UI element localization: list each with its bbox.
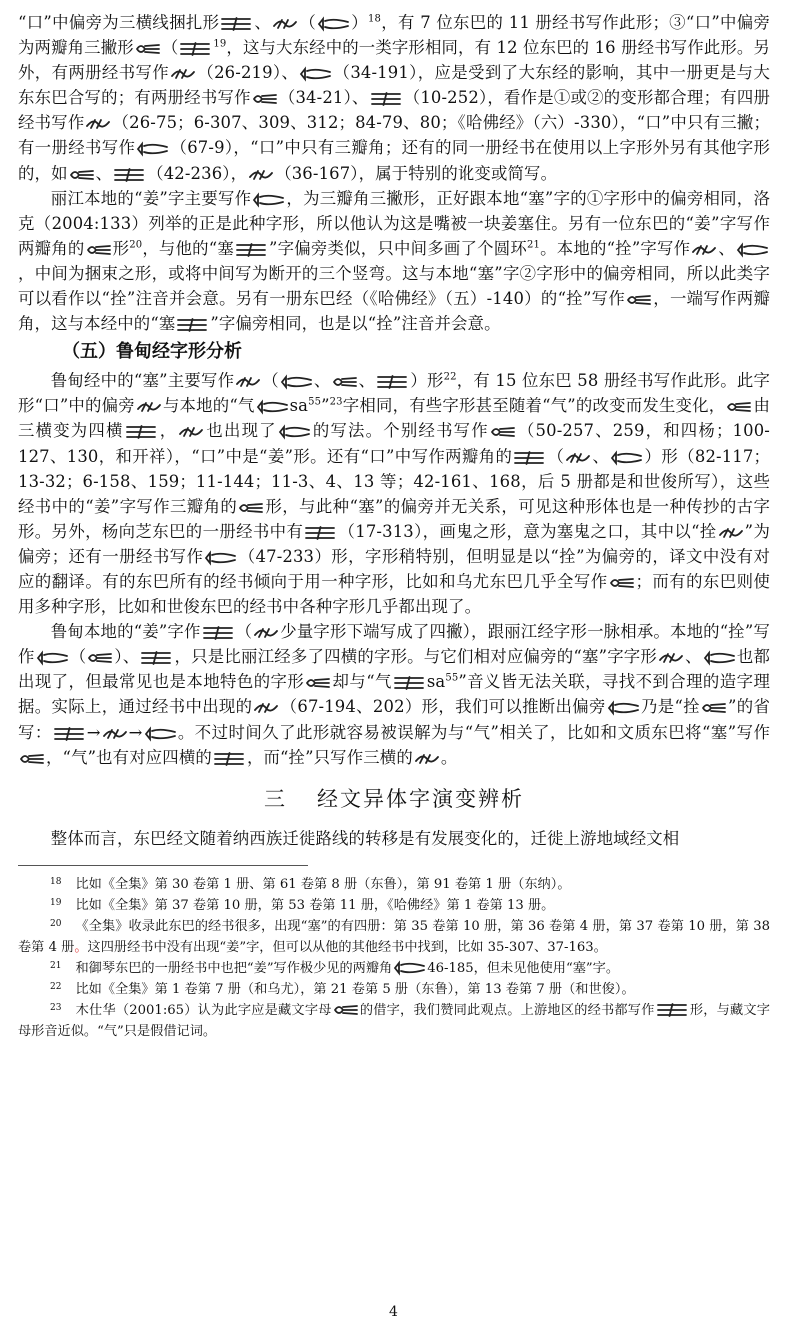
text-run: ”字偏旁相同，也是以“拴”注音并会意。 (210, 314, 501, 334)
text-run: （ (547, 446, 565, 466)
dongba-glyph-icon (87, 650, 113, 666)
text-run: 、 (95, 163, 113, 183)
text-run: → (86, 722, 101, 742)
dongba-glyph-icon (610, 450, 643, 466)
text-run: （ (262, 371, 279, 391)
paragraph-1 (18, 10, 770, 186)
dongba-glyph-icon (253, 700, 279, 716)
text-run: 形 (112, 238, 130, 258)
text-run: （ (69, 647, 87, 667)
text-run: ，而“拴”只写作三横的 (246, 747, 413, 767)
text-run: 整体而言，东巴经文随着纳西族迁徙路线的转移是有发展变化的，迁徙上游地域经文相 (50, 828, 680, 848)
dongba-glyph-icon (393, 960, 426, 976)
text-run: 鲁甸经中的“塞”主要写作 (50, 371, 235, 391)
dongba-glyph-icon (370, 91, 403, 107)
dongba-glyph-icon (202, 625, 235, 641)
superscript: 20 (129, 239, 143, 251)
text-run: 、 (718, 238, 735, 258)
text-run: ，为三瓣角三撇形，正好跟本地“塞”字的①字形中的偏旁相同，洛克（2004:133）列举的正是此种字形，所以他认为这是嘴被一块姜塞住。另有一位东巴的“姜”字写作两瓣角的 (18, 188, 770, 258)
text-run: （34-21）、 (278, 88, 369, 108)
superscript: 19 (213, 38, 227, 50)
text-run: ，“气”也有对应四横的 (46, 747, 212, 767)
dongba-glyph-icon (376, 374, 409, 390)
dongba-glyph-icon (305, 675, 331, 691)
text-run: （ (235, 622, 253, 642)
dongba-glyph-icon (136, 399, 162, 415)
superscript: 55 (308, 396, 322, 408)
dongba-glyph-icon (170, 66, 196, 82)
text-run: 。本地的“拴”字写作 (540, 238, 691, 258)
dongba-glyph-icon (658, 650, 684, 666)
text-run: 少量字形下端写成了四撇），跟丽江经字形一脉相承。本地的“拴”写作 (18, 622, 770, 667)
superscript: 55 (445, 672, 459, 684)
footnote-20 (18, 916, 770, 958)
dongba-glyph-icon (113, 167, 146, 183)
dongba-glyph-icon (718, 525, 744, 541)
text-run: 也都出现了，但最常见也是本地特色的字形 (18, 647, 770, 692)
dongba-glyph-icon (393, 675, 426, 691)
text-run: ， (158, 421, 178, 441)
text-run: 与本地的“气 (162, 396, 255, 416)
paragraph-5 (18, 826, 770, 851)
dongba-glyph-icon (272, 16, 298, 32)
footnote-number: 23 (50, 1002, 62, 1013)
text-run: → (128, 722, 143, 742)
chapter-heading (18, 784, 770, 814)
text-run: 、 (358, 371, 376, 391)
dongba-glyph-icon (565, 450, 591, 466)
text-run: 比如《全集》第 37 卷第 10 册，第 53 卷第 11 册，《哈佛经》第 1 卷第 13 册。 (75, 897, 555, 913)
dongba-glyph-icon (235, 242, 268, 258)
dongba-glyph-icon (136, 141, 169, 157)
dongba-glyph-icon (299, 66, 332, 82)
text-run: 却与“气 (332, 672, 392, 692)
footnote-23 (18, 1000, 770, 1042)
dongba-glyph-icon (513, 450, 546, 466)
text-run: 鲁甸本地的“姜”字作 (50, 622, 201, 642)
footnote-number: 18 (50, 876, 62, 887)
text-run: ，一端写作两瓣角，这与本经中的“塞 (18, 289, 770, 334)
dongba-glyph-icon (656, 1002, 689, 1018)
text-run: 的写法。个别经书写作 (311, 421, 489, 441)
page-body (18, 10, 770, 1042)
dongba-glyph-icon (304, 525, 337, 541)
dongba-glyph-icon (626, 292, 652, 308)
dongba-glyph-icon (238, 500, 264, 516)
dongba-glyph-icon (333, 1002, 359, 1018)
text-run: ） (351, 13, 369, 32)
dongba-glyph-icon (726, 399, 752, 415)
text-run: 丽江本地的“姜”字主要写作 (50, 188, 252, 208)
text-run: ，这与大东经中的一类字形相同，有 12 位东巴的 16 册经书写作此形。另外，有两册经书写作 (18, 38, 770, 83)
text-run: ；而有的东巴则使用多种字形，比如和世俊东巴的经书中各种字形几乎都出现了。 (18, 571, 770, 617)
dongba-glyph-icon (19, 751, 45, 767)
dongba-glyph-icon (332, 374, 358, 390)
superscript: 23 (329, 396, 343, 408)
dongba-glyph-icon (252, 192, 285, 208)
dongba-glyph-icon (317, 16, 350, 32)
text-run: ）、 (114, 647, 140, 667)
text-run: sa (426, 672, 446, 692)
text-run: （26-219）、 (197, 63, 299, 83)
dongba-glyph-icon (102, 726, 128, 742)
chapter-title: 经文异体字演变辨析 (317, 786, 524, 811)
superscript: 22 (443, 371, 457, 383)
dongba-glyph-icon (736, 242, 769, 258)
dongba-glyph-icon (701, 700, 727, 716)
text-run: （ (161, 38, 179, 58)
highlight-mark: 。 (74, 939, 88, 955)
text-run: 、 (254, 13, 272, 32)
superscript: 21 (526, 239, 541, 251)
text-run: ，与他的“塞 (142, 238, 235, 258)
dongba-glyph-icon (607, 700, 640, 716)
text-run: （34-191），应是受到了大东经的影响，其中一册更是与大东东巴合写的；有两册经书写作 (18, 63, 770, 108)
chapter-number: 三 (264, 786, 287, 811)
text-run: 乃是“拴 (640, 697, 700, 717)
dongba-glyph-icon (248, 167, 274, 183)
footnote-number: 22 (50, 981, 62, 992)
section-heading: （五）鲁甸经字形分析 (62, 341, 242, 363)
dongba-glyph-icon (204, 550, 237, 566)
dongba-glyph-icon (280, 374, 313, 390)
text-run: ）形（82-117；13-32；6-158、159；11-144；11-3、4、13 等；42-161、168，后 5 册都是和世俊所写），这些经书中的“姜”字写作三瓣角的 (18, 446, 771, 516)
text-run: （10-252），看作是①或②的变形都合理；有四册经书写作 (18, 88, 770, 133)
footnote-divider (18, 865, 308, 866)
text-run: 比如《全集》第 30 卷第 1 册、第 61 卷第 8 册（东鲁），第 91 卷第 1 册（东纳）。 (75, 876, 571, 892)
paragraph-2 (18, 186, 770, 337)
text-run: ，只是比丽江经多了四横的字形。与它们相对应偏旁的“塞”字字形 (174, 647, 658, 667)
text-run: 木仕华（2001:65）认为此字应是藏文字母 (75, 1002, 332, 1018)
text-run: 。 (440, 747, 458, 767)
paragraph-4 (18, 619, 770, 770)
dongba-glyph-icon (609, 575, 635, 591)
text-run: 46-185，但未见他使用“塞”字。 (427, 960, 620, 976)
footnote-number: 19 (50, 897, 62, 908)
text-run: 。不过时间久了此形就容易被误解为与“气”相关了，比如和文质东巴将“塞”写作 (177, 722, 770, 742)
dongba-glyph-icon (69, 167, 95, 183)
text-run: ”的省写： (18, 697, 770, 742)
text-run: （17-313），画鬼之形，意为塞鬼之口，其中以“拴 (338, 521, 717, 541)
superscript: 18 (368, 13, 382, 25)
dongba-glyph-icon (85, 116, 111, 132)
text-run: ，有 7 位东巴的 11 册经书写作此形；③“口”中偏旁为两瓣角三撇形 (18, 13, 770, 58)
text-run: sa (289, 396, 309, 416)
dongba-glyph-icon (140, 650, 173, 666)
paragraph-3 (18, 368, 770, 619)
text-run: 比如《全集》第 1 卷第 7 册（和乌尤），第 21 卷第 5 册（东鲁），第 13 卷第 7 册（和世俊）。 (75, 981, 635, 997)
dongba-glyph-icon (253, 625, 279, 641)
text-run: ”音义皆无法关联，寻找不到合理的造字理据。实际上，通过经书中出现的 (18, 672, 770, 717)
footnote-21 (18, 958, 770, 979)
footnote-number: 21 (50, 960, 62, 971)
dongba-glyph-icon (256, 399, 289, 415)
dongba-glyph-icon (691, 242, 717, 258)
text-run: 《全集》收录此东巴的经书很多，出现“塞”的有四册：第 35 卷第 10 册，第 36 卷第 4 册，第 37 卷第 10 册，第 38 卷第 4 册 (18, 918, 770, 955)
dongba-glyph-icon (703, 650, 736, 666)
dongba-glyph-icon (278, 424, 311, 440)
dongba-glyph-icon (125, 424, 158, 440)
text-run: 也出现了 (205, 421, 277, 441)
text-run: （26-75；6-307、309、312；84-79、80；《哈佛经》（六）-330），“口”中只有三撇；有一册经书写作 (18, 113, 771, 158)
page-number: 4 (389, 1304, 398, 1320)
text-run: 的借字，我们赞同此观点。上游地区的经书都写作 (359, 1002, 655, 1018)
text-run: 形，与藏文字母形音近似。“气”只是假借记词。 (18, 1002, 770, 1039)
text-run: 和御琴东巴的一册经书中也把“姜”写作极少见的两瓣角 (75, 960, 393, 976)
text-run: 形，与此种“塞”的偏旁并无关系，可见这种形体也是一种传抄的古字形。另外，杨向芝东巴的一册经书中有 (18, 496, 770, 541)
dongba-glyph-icon (414, 751, 440, 767)
footnote-19 (18, 895, 770, 916)
dongba-glyph-icon (36, 650, 69, 666)
footnotes (18, 874, 770, 1042)
text-run: “口”中偏旁为三横线捆扎形 (18, 13, 220, 32)
text-run: （47-233）形，字形稍特别，但明显是以“拴”为偏旁的，译文中没有对应的翻译。有的东巴所有的经书倾向于用一种字形，比如和乌尤东巴几乎全写作 (18, 546, 770, 591)
dongba-glyph-icon (179, 41, 212, 57)
dongba-glyph-icon (144, 726, 177, 742)
text-run: （42-236）， (147, 163, 248, 183)
footnote-number: 20 (50, 918, 62, 929)
text-run: （50-257、259，和四杨；100-127、130，和开祥），“口”中是“姜”形。还有“口”中写作两瓣角的 (18, 421, 770, 466)
dongba-glyph-icon (252, 91, 278, 107)
text-run: ”字偏旁类似，只中间多画了个圆环 (269, 238, 527, 258)
text-run: 字相同，有些字形甚至随着“气”的改变而发生变化， (342, 396, 726, 416)
dongba-glyph-icon (176, 317, 209, 333)
dongba-glyph-icon (213, 751, 246, 767)
dongba-glyph-icon (86, 242, 112, 258)
dongba-glyph-icon (53, 726, 86, 742)
footnote-18 (18, 874, 770, 895)
text-run: ，有 15 位东巴 58 册经书写作此形。此字形“口”中的偏旁 (18, 371, 771, 416)
text-run: （36-167），属于特别的讹变或简写。 (275, 163, 558, 183)
dongba-glyph-icon (178, 424, 204, 440)
text-run: （67-9），“口”中只有三瓣角；还有的同一册经书在使用以上字形外另有其他字形的，如 (18, 138, 770, 183)
text-run: ” (321, 396, 330, 416)
footnote-22 (18, 979, 770, 1000)
text-run: ）形 (410, 371, 444, 391)
text-run: ，中间为捆束之形，或将中间写为断开的三个竖弯。这与本地“塞”字②字形中的偏旁相同，所以此类字可以看作以“拴”注音并会意。另有一册东巴经（《哈佛经》（五）-140）的“拴”写作 (18, 263, 770, 309)
text-run: （ (299, 13, 317, 32)
text-run: （67-194、202）形，我们可以推断出偏旁 (280, 697, 606, 717)
dongba-glyph-icon (135, 41, 161, 57)
text-run: 、 (592, 446, 610, 466)
text-run: 、 (685, 647, 702, 667)
text-run: 由三横变为四横 (18, 396, 771, 441)
dongba-glyph-icon (490, 424, 516, 440)
text-run: ”为偏旁；还有一册经书写作 (18, 521, 770, 566)
dongba-glyph-icon (235, 374, 261, 390)
text-run: 、 (313, 371, 331, 391)
dongba-glyph-icon (220, 16, 253, 32)
text-run: 这四册经书中没有出现“姜”字，但可以从他的其他经书中找到，比如 35-307、37-163。 (87, 939, 607, 955)
